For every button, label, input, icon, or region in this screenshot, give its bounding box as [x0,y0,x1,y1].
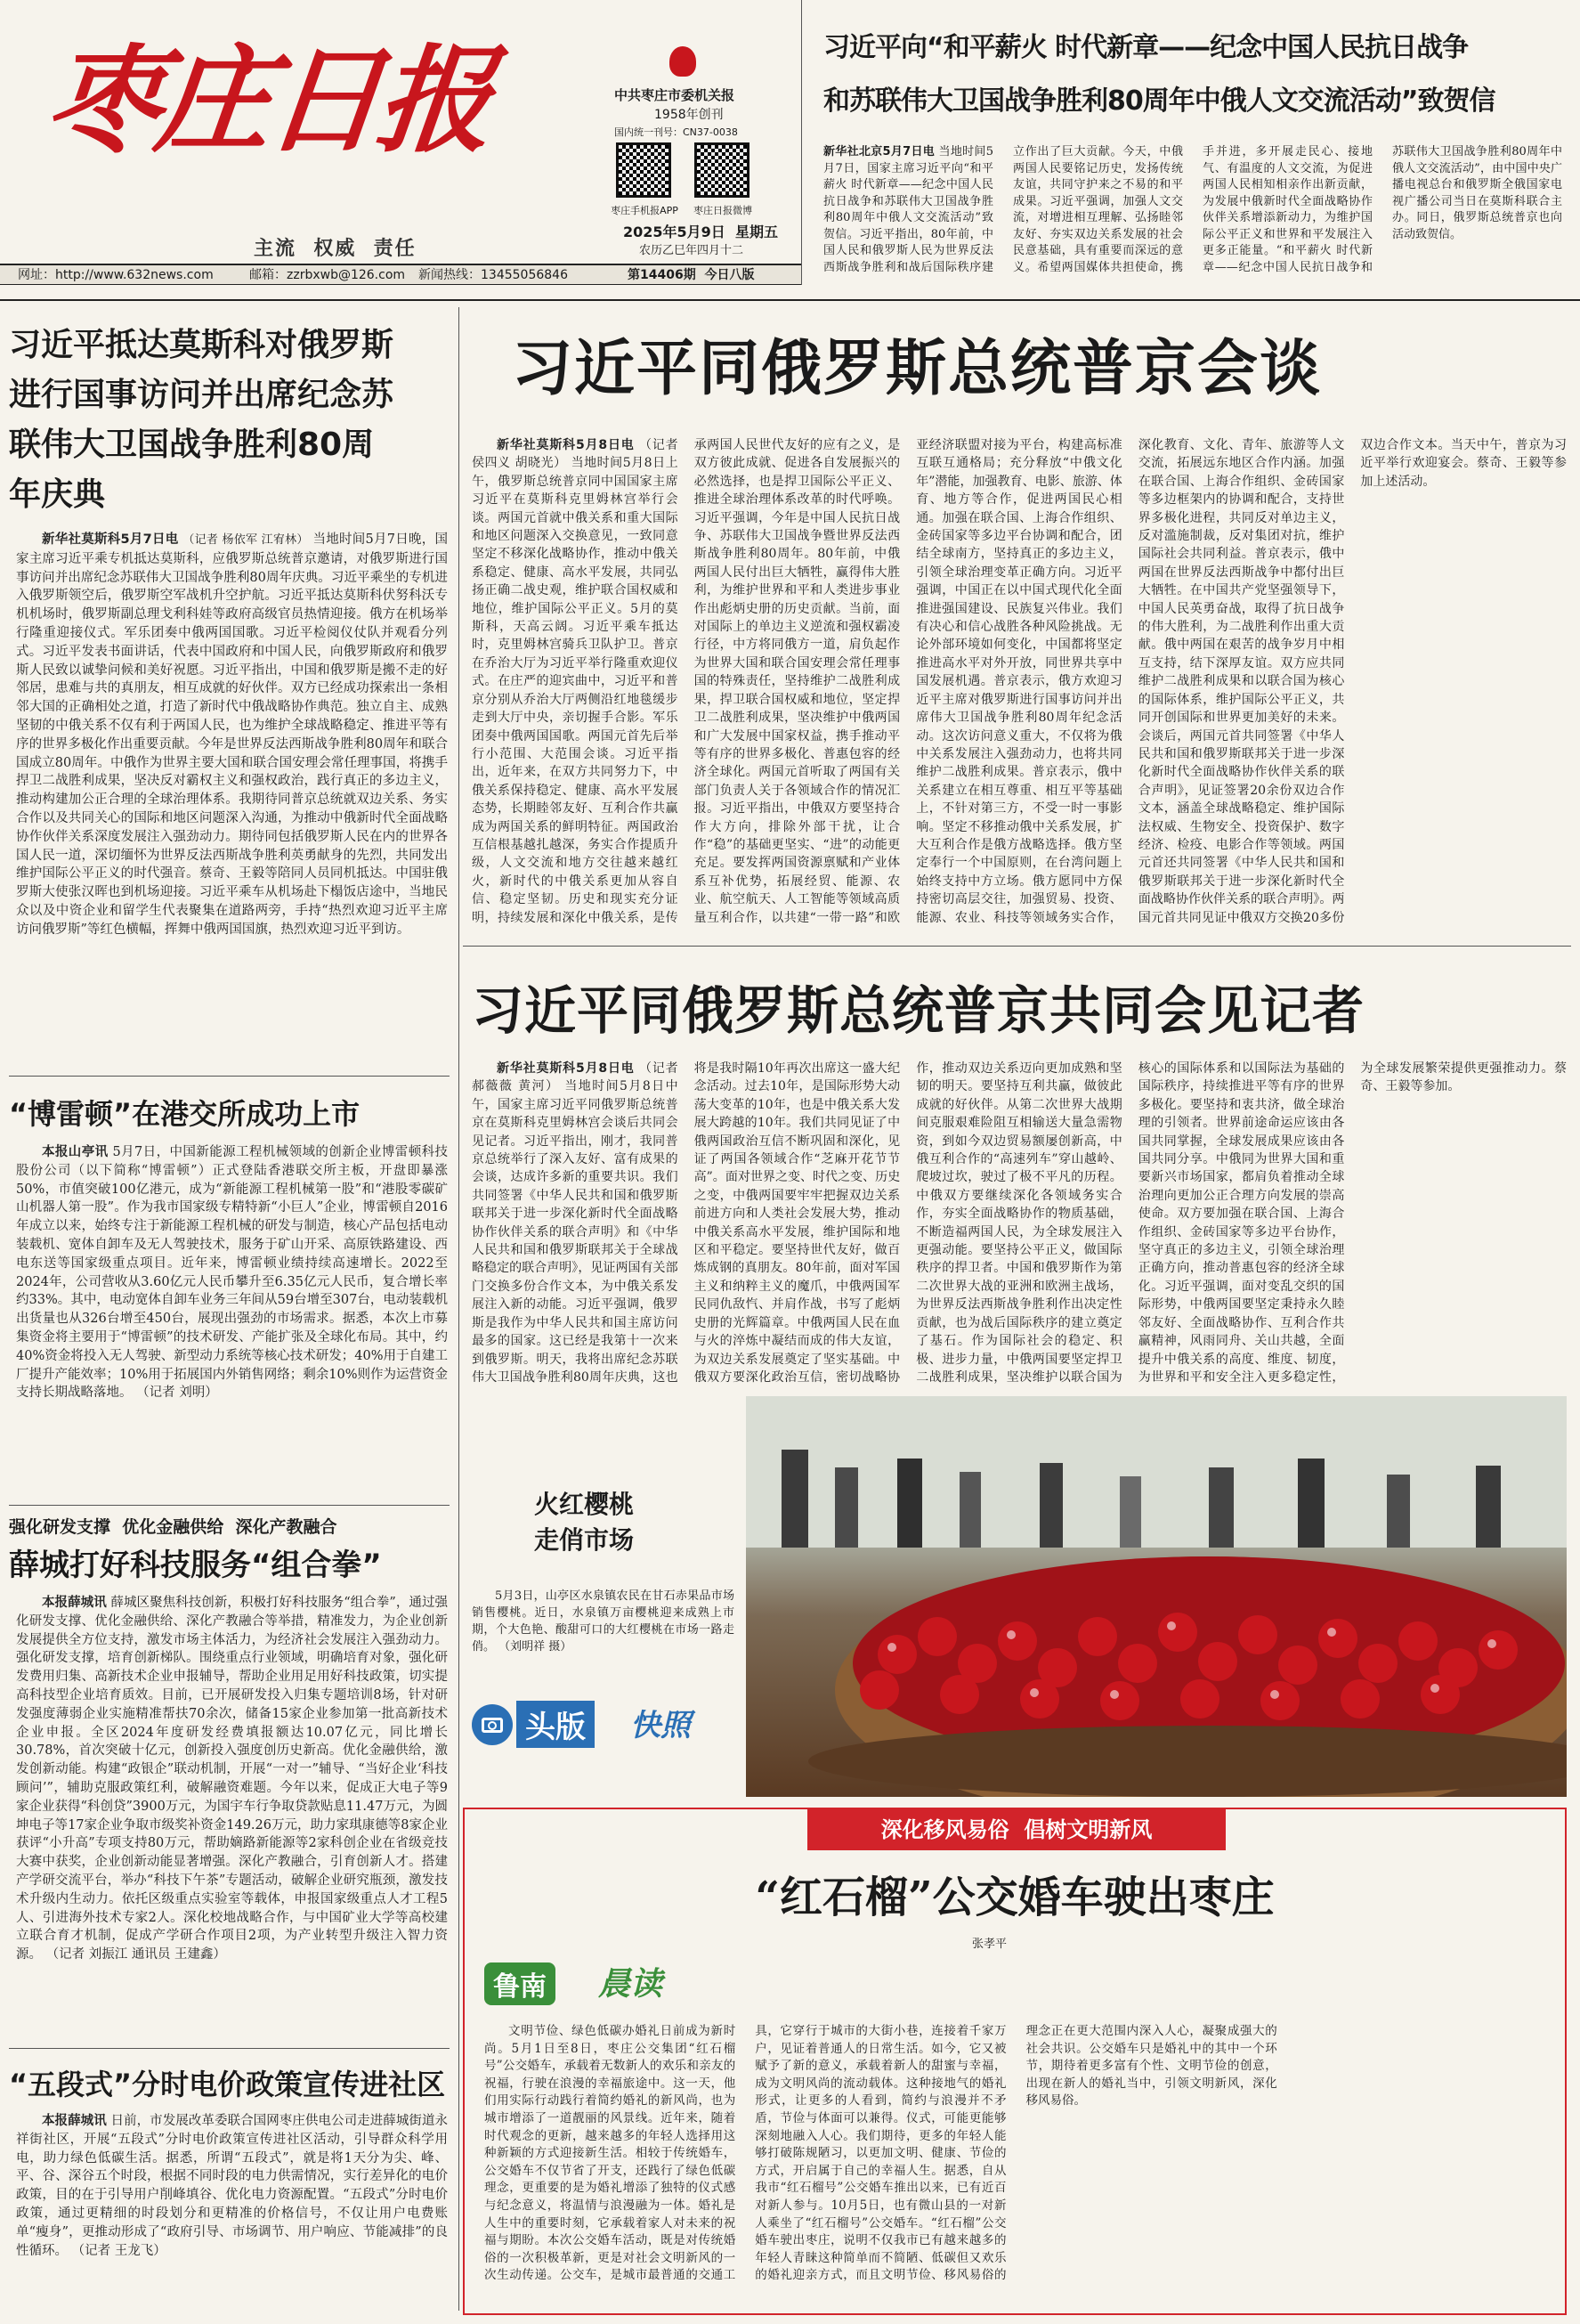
founded-label: 1958年创刊 [654,108,724,122]
left-story4-headline: “五段式”分时电价政策宣传进社区 [9,2068,446,2101]
masthead [0,0,801,298]
left-story3-credit: （记者 刘振江 通讯员 王建鑫） [45,1947,226,1962]
column-logo [484,1952,698,2014]
main-story2-dateline: 新华社莫斯科5月8日电 [497,1061,635,1076]
main-story2-byline: （记者 郝薇薇 黄河） [472,1061,678,1094]
left-lead-headline: 习近平抵达莫斯科对俄罗斯进行国事访问并出席纪念苏联伟大卫国战争胜利80周年庆典 [9,327,394,513]
masthead-slogan: 主流 权威 责任 [254,238,417,260]
feature-headline: “红石榴”公交婚车驶出枣庄 [755,1873,1275,1922]
top-story-headline-2: 和苏联伟大卫国战争胜利80周年中俄人文交流活动”致贺信 [823,85,1495,117]
left-story2-text: 5月7日，中国新能源工程机械领域的创新企业博雷顿科技股份公司（以下简称“博雷顿”）正式登陆香港联交所主板，开盘即暴涨50%，市值突破100亿港元，成为“新能源工程机械第一股”和“港股零碳矿山机器人第一股”。作为我市国家级专精特新“小巨人”企业，博雷顿自2016年成立以来，始终专注于新能源工程机械的研发与制造，核心产品包括电动装载机、宽体自卸车及无人驾驶技术，服务于矿山开采、高原铁路建设、西电东送等国家级重点项目。近年来，博雷顿业绩持续高速增长。2022至2024年，公司营收从3.60亿元人民币攀升至6.35亿元人民币，复合增长率约33%。其中，电动宽体自卸车业务三年间从59台增至307台，电动装载机出货量也从326台增至450台，展现出强劲的市场需求。据悉，本次上市募集资金将主要用于“博雷顿”的技术研发、产能扩张及全球化布局。其中，约40%资金将投入无人驾驶、新型动力系统等核心技术研发；40%用于自建工厂提升产能效率；10%用于拓展国内外销售网络；剩余10%则作为运营资金支持长期战略落地。 [16,1145,448,1401]
masthead-title: 枣庄日报 [39,32,496,168]
top-story-headline-1: 习近平向“和平薪火 时代新章——纪念中国人民抗日战争 [823,32,1469,63]
main-story1-byline: （记者 侯四义 胡晓光） [472,438,678,471]
left-story3-body [16,1594,448,2039]
left-story3-dateline: 本报薛城讯 [42,1596,107,1610]
top-story-dateline: 新华社北京5月7日电 [823,145,936,158]
left-story4-text: 日前，市发展改革委联合国网枣庄供电公司走进薛城街道永祥街社区，开展“五段式”分时电价政策宣传进社区活动，引导群众科学用电，助力绿色低碳生活。据悉，所谓“五段式”，就是将1天分为尖、峰、平、谷、深谷五个时段，根据不同时段的电力供需情况，实行差异化的电价政策，目的在于引导用户削峰填谷、优化电力资源配置。“五段式”分时电价政策，通过更精细的时段划分和更精准的价格信号，不仅让用户电费账单“瘦身”，更推动形成了“政府引导、市场调节、用户响应、节能减排”的良性循环。 [16,2114,448,2258]
issue-date: 2025年5月9日 星期五 [623,223,778,240]
left-story4-dateline: 本报薛城讯 [42,2114,107,2128]
qr-code-weibo[interactable] [694,142,749,198]
publisher-label: 中共枣庄市委机关报 [614,87,735,103]
issue-number: 第14406期 今日八版 [628,268,755,282]
cherry-photo [746,1396,1567,1797]
top-story-body [823,144,1562,276]
feature-banner: 深化移风易俗 倡树文明新风 [807,1809,1226,1850]
qr-weibo-label: 枣庄日报微博 [693,205,752,216]
snapshot-badge [472,1699,739,1752]
photo-title-2: 走俏市场 [534,1525,635,1555]
feature-author: 张孝平 [972,1938,1008,1951]
paper-emblem-icon [669,46,696,77]
photo-caption [472,1588,734,1655]
left-story4-body [16,2112,448,2315]
photo-caption-text: 5月3日，山亭区水泉镇农民在甘石赤果品市场销售樱桃。近日，水泉镇万亩樱桃迎来成熟上市期，个大色艳、酸甜可口的大红樱桃在市场一路走俏。 [472,1589,734,1654]
badge-front-page: 头版 [516,1701,595,1748]
left-story2-body [16,1143,448,1496]
left-story2-dateline: 本报山亭讯 [42,1145,109,1159]
left-lead-byline: （记者 杨依军 江宥林） [182,533,309,547]
column-logo-a: 鲁南 [484,1962,555,2005]
main-story1-dateline: 新华社莫斯科5月8日电 [497,438,635,452]
left-story3-headline: 薛城打好科技服务“组合拳” [9,1548,382,1583]
qr-app-label: 枣庄手机报APP [611,205,678,216]
left-story2-headline: “博雷顿”在港交所成功上市 [9,1097,361,1131]
camera-icon [472,1704,513,1745]
main-story2-body [472,1060,1567,1389]
left-lead-body [16,531,448,1065]
main-story2-headline: 习近平同俄罗斯总统普京共同会见记者 [472,980,1365,1041]
qr-code-app[interactable] [616,142,671,198]
website-label[interactable]: 网址：http://www.632news.com [18,268,214,282]
main-story1-body [472,436,1567,935]
photo-title-1: 火红樱桃 [534,1490,635,1519]
issn-label: 国内统一刊号：CN37-0038 [614,126,738,138]
main-story1-headline: 习近平同俄罗斯总统普京会谈 [512,334,1323,404]
feature-box [463,1808,1567,2315]
info-bar [0,264,801,285]
top-story-text: 当地时间5月7日，国家主席习近平向“和平薪火 时代新章——纪念中国人民抗日战争和苏联伟大卫国战争胜利80周年中俄人文交流活动”致贺信。习近平指出，80年前，中国人民和俄罗斯人民为世界反法西斯战争胜利和战后国际秩序建立作出了巨大贡献。今天，中俄两国人民要铭记历史，发扬传统友谊，共同守护来之不易的和平成果。习近平强调，加强人文交流，对增进相互理解、弘扬睦邻友好、夯实双边关系发展的社会民意基础，具有重要而深远的意义。希望两国媒体共担使命，携手并进，多开展走民心、接地气、有温度的人文交流，为促进两国人民相知相亲作出新贡献，为发展中俄新时代全面战略协作伙伴关系增添新动力，为维护国际公平正义和世界和平发展注入更多正能量。“和平薪火 时代新章——纪念中国人民抗日战争和苏联伟大卫国战争胜利80周年中俄人文交流活动”，由中国中央广播电视总台和俄罗斯全俄国家电视广播公司当日在莫斯科联合主办。同日，俄罗斯总统普京也向活动致贺信。 [823,145,1562,274]
lunar-date: 农历乙巳年四月十二 [639,244,744,257]
column-logo-b: 晨读 [598,1965,663,2003]
left-story3-kicker: 强化研发支撑 优化金融供给 深化产教融合 [9,1517,337,1537]
hotline-label: 新闻热线：13455056846 [418,268,568,282]
left-lead-text: 当地时间5月7日晚，国家主席习近平乘专机抵达莫斯科，应俄罗斯总统普京邀请，对俄罗斯进行国事访问并出席纪念苏联伟大卫国战争胜利80周年庆典。习近平乘坐的专机进入俄罗斯领空后，俄罗斯空军战机升空护航。习近平抵达莫斯科伏努科沃专机机场时，俄罗斯副总理戈利科娃等政府高级官员热情迎接。俄方在机场举行隆重迎接仪式。军乐团奏中俄两国国歌。习近平检阅仪仗队并观看分列式。习近平发表书面讲话，代表中国政府和中国人民，向俄罗斯政府和俄罗斯人民致以诚挚问候和美好祝愿。习近平指出，中国和俄罗斯是搬不走的好邻居，患难与共的真朋友，相互成就的好伙伴。双方已经成功探索出一条相邻大国的正确相处之道，打造了新时代中俄战略协作典范。独立自主、成熟坚韧的中俄关系不仅有利于两国人民，也为维护全球战略稳定、推进平等有序的世界多极化作出重要贡献。今年是世界反法西斯战争胜利80周年和联合国成立80周年。中俄作为世界主要大国和联合国安理会常任理事国，将携手捍卫二战胜利成果，坚决反对霸权主义和强权政治，践行真正的多边主义，推动构建加公正合理的全球治理体系。我期待同普京总统就双边关系、务实合作以及共同关心的国际和地区问题深入沟通，为推动中俄新时代全面战略协作伙伴关系深度发展注入强劲动力。期待同包括俄罗斯人民在内的世界各国人民一道，深切缅怀为世界反法西斯战争胜利英勇献身的先烈，共同发出维护国际公平正义的时代强音。蔡奇、王毅等陪同人员同机抵达。中国驻俄罗斯大使张汉晖也到机场迎接。习近平乘车从机场赴下榻饭店途中，当地民众以及中资企业和留学生代表聚集在道路两旁，手持“热烈欢迎习近平主席访问俄罗斯”等红色横幅，挥舞中俄两国国旗，热烈欢迎习近平到访。 [16,532,448,937]
left-story3-text: 薛城区聚焦科技创新，积极打好科技服务“组合拳”，通过强化研发支撑、优化金融供给、深化产教融合等举措，精准发力，为企业创新发展提供全方位支持，激发市场主体活力，为经济社会发展注入强劲动力。强化研发支撑，培育创新梯队。围绕重点行业领域，明确培育对象，强化研发费用归集、高新技术企业申报辅导，帮助企业用足用好科技政策，切实提高科技型企业培育质效。目前，已开展研发投入归集专题培训8场，针对研发强度薄弱企业实施精准帮扶70余次，储备15家企业参加第一批高新技术企业申报。全区2024年度研发经费填报额达10.07亿元，同比增长30.78%，首次突破十亿元，创新投入强度创历史新高。优化金融供给，激发创新动能。构建“政银企”联动机制，开展“一对一”辅导、“当好企业‘科技顾问’”，辅助克服政策红利，破解融资难题。今年以来，促成正大电子等9家企业获得“科创贷”3900万元，为国宇车行争取贷款贴息11.47万元，为圆坤电子等17家企业争取市级奖补资金149.26万元，助力家琪康德等8家企业获评“小升高”专项支持80万元，帮助嫡路新能源等2家科创企业在省级竞技大赛中获奖，企业创新动能显著增强。深化产教融合，引育创新人才。搭建产学研交流平台，举办“科技下午茶”专题活动，破解企业研究瓶颈，激发技术升级内生动力。依托区级重点实验室等载体，申报国家级重点人才工程5人、引进海外技术专家2人。深化校地战略合作，与中国矿业大学等高校建立联合育才机制，促成产学研合作项目2项，为产业转型升级注入智力资源。 [16,1596,448,1962]
left-story2-credit: （记者 刘明） [136,1385,218,1401]
left-story4-credit: （记者 王龙飞） [71,2243,166,2258]
badge-snapshot: 快照 [630,1708,691,1743]
main-story1-text: 当地时间5月8日上午，俄罗斯总统普京同中国国家主席习近平在莫斯科克里姆林宫举行会谈。两国元首就中俄关系和重大国际和地区问题深入交换意见，一致同意坚定不移深化战略协作，推动中俄关系稳定、健康、高水平发展，共同弘扬正确二战史观，维护联合国权威和地位，维护国际公平正义。5月的莫斯科，天高云阔。习近平乘车抵达时，克里姆林宫骑兵卫队护卫。普京在乔治大厅为习近平举行隆重欢迎仪式。在庄严的迎宾曲中，习近平和普京分别从乔治大厅两侧沿红地毯缓步走到大厅中央，亲切握手合影。军乐团奏中俄两国国歌。两国元首先后举行小范围、大范围会谈。习近平指出，近年来，在双方共同努力下，中俄关系保持稳定、健康、高水平发展态势，长期睦邻友好、互利合作共赢成为两国关系的鲜明特征。两国政治互信根基越扎越深，务实合作提质升级，人文交流和地方交往越来越红火，新时代的中俄关系更加从容自信、稳定坚韧。历史和现实充分证明，持续发展和深化中俄关系，是传承两国人民世代友好的应有之义，是双方彼此成就、促进各自发展振兴的必然选择，也是捍卫国际公平正义、推进全球治理体系改革的时代呼唤。习近平强调，今年是中国人民抗日战争、苏联伟大卫国战争暨世界反法西斯战争胜利80周年。80年前，中俄两国人民付出巨大牺牲，赢得伟大胜利，为维护世界和平和人类进步事业作出彪炳史册的历史贡献。当前，面对国际上的单边主义逆流和强权霸凌行径，中方将同俄方一道，肩负起作为世界大国和联合国安理会常任理事国的特殊责任，坚持维护二战胜利成果，捍卫联合国权威和地位，坚定捍卫二战胜利成果，坚决维护中俄两国和广大发展中国家权益，携手推动平等有序的世界多极化、普惠包容的经济全球化。两国元首听取了两国有关部门负责人关于各领域合作的情况汇报。习近平指出，中俄双方要坚持合作大方向，排除外部干扰，让合作“稳”的基础更坚实、“进”的动能更充足。要发挥两国资源禀赋和产业体系互补优势，拓展经贸、能源、农业、航空航天、人工智能等领域高质量互利合作，以共建“一带一路”和欧亚经济联盟对接为平台，构建高标准互联互通格局；充分释放“中俄文化年”潜能，加强教育、电影、旅游、体育、地方等合作，促进两国民心相通。加强在联合国、上海合作组织、金砖国家等多边平台协调和配合，团结全球南方，坚持真正的多边主义，引领全球治理变革正确方向。习近平强调，中国正在以中国式现代化全面推进强国建设、民族复兴伟业。我们有决心和信心战胜各种风险挑战。无论外部环境如何变化，中国都将坚定推进高水平对外开放，同世界共享中国发展机遇。普京表示，俄方欢迎习近平主席对俄罗斯进行国事访问并出席伟大卫国战争胜利80周年纪念活动。这次访问意义重大，不仅将为俄中关系发展注入强劲动力，也将共同维护二战胜利成果。普京表示，俄中关系建立在相互尊重、相互平等基础上，不针对第三方，不受一时一事影响。坚定不移推动俄中关系发展，扩大互利合作是俄方战略选择。俄方坚定奉行一个中国原则，在台湾问题上始终支持中方立场。俄方愿同中方保持密切高层交往，加强贸易、投资、能源、农业、科技等领域务实合作，深化教育、文化、青年、旅游等人文交流，拓展远东地区合作内涵。加强在联合国、上海合作组织、金砖国家等多边框架内的协调和配合，支持世界多极化进程，共同反对单边主义，反对滥施制裁，反对集团对抗，维护国际社会共同利益。普京表示，俄中两国在世界反法西斯战争中都付出巨大牺牲。在中国共产党坚强领导下，中国人民英勇奋战，取得了抗日战争的伟大胜利，为二战胜利作出重大贡献。俄中两国在艰苦的战争岁月中相互支持，结下深厚友谊。双方应共同维护二战胜利成果和以联合国为核心的国际体系，维护国际公平正义，共同开创国际和世界更加美好的未来。会谈后，两国元首共同签署《中华人民共和国和俄罗斯联邦关于进一步深化新时代全面战略协作伙伴关系的联合声明》，见证签署20余份双边合作文本，涵盖全球战略稳定、维护国际法权威、生物安全、投资保护、数字经济、检疫、电影合作等领域。两国元首还共同签署《中华人民共和国和俄罗斯联邦关于进一步深化新时代全面战略协作伙伴关系的联合声明》。两国元首共同见证中俄双方交换20多份双边合作文本。当天中午，普京为习近平举行欢迎宴会。蔡奇、王毅等参加上述活动。 [472,438,1567,925]
email-label[interactable]: 邮箱：zzrbxwb@126.com [249,268,406,282]
main-story2-text: 当地时间5月8日中午，国家主席习近平同俄罗斯总统普京在莫斯科克里姆林宫会谈后共同会见记者。习近平指出，刚才，我同普京总统举行了深入友好、富有成果的会谈，达成许多新的重要共识。我们共同签署《中华人民共和国和俄罗斯联邦关于进一步深化新时代全面战略协作伙伴关系的联合声明》和《中华人民共和国和俄罗斯联邦关于全球战略稳定的联合声明》，见证两国有关部门交换多份合作文本，为中俄关系发展注入新的动能。习近平强调，俄罗斯是我作为中华人民共和国主席访问最多的国家。这已经是我第十一次来到俄罗斯。明天，我将出席纪念苏联伟大卫国战争胜利80周年庆典，这也将是我时隔10年再次出席这一盛大纪念活动。过去10年，是国际形势大动荡大变革的10年，也是中俄关系大发展大跨越的10年。我们共同见证了中俄两国政治互信不断巩固和深化，见证了两国各领域合作“芝麻开花节节高”。面对世界之变、时代之变、历史之变，中俄两国要牢牢把握双边关系前进方向和人类社会发展大势，推动中俄关系高水平发展，维护国际和地区和平稳定。要坚持世代友好，做百炼成钢的真朋友。80年前，面对军国主义和纳粹主义的魔爪，中俄两国军民同仇敌忾、并肩作战，书写了彪炳史册的光辉篇章。中俄两国人民在血与火的淬炼中凝结而成的伟大友谊，为双边关系发展奠定了坚实基础。中俄双方要深化政治互信，密切战略协作，推动双边关系迈向更加成熟和坚韧的明天。要坚持互利共赢，做彼此成就的好伙伴。从第二次世界大战期间克服艰难险阻互相输送大量急需物资，到如今双边贸易额屡创新高，中俄互利合作的“高速列车”穿山越岭、爬坡过坎，驶过了极不平凡的历程。中俄双方要继续深化各领域务实合作，夯实全面战略协作的物质基础，不断造福两国人民，为全球发展注入更强动能。要坚持公平正义，做国际秩序的捍卫者。中国和俄罗斯作为第二次世界大战的亚洲和欧洲主战场，为世界反法西斯战争胜利作出决定性贡献，也为战后国际秩序的建立奠定了基石。作为国际社会的稳定、积极、进步力量，中俄两国要坚定捍卫二战胜利成果，坚决维护以联合国为核心的国际体系和以国际法为基础的国际秩序，持续推进平等有序的世界多极化。要坚持和衷共济，做全球治理的引领者。世界前途命运应该由各国共同掌握，全球发展成果应该由各国共同分享。中俄同为世界大国和重要新兴市场国家，都肩负着推动全球治理向更加公正合理方向发展的崇高使命。双方要加强在联合国、上海合作组织、金砖国家等多边平台协作，坚守真正的多边主义，引领全球治理正确方向，推动普惠包容的经济全球化。习近平强调，面对变乱交织的国际形势，中俄两国要坚定秉持永久睦邻友好、全面战略协作、互利合作共赢精神，风雨同舟、关山共越，全面提升中俄关系的高度、维度、韧度，为世界和平和安全注入更多稳定性，为全球发展繁荣提供更强推动力。蔡奇、王毅等参加。 [472,1061,1567,1385]
photo-caption-box [463,1396,743,1797]
left-lead-dateline: 新华社莫斯科5月7日电 [42,532,179,547]
feature-text: 文明节俭、绿色低碳办婚礼日前成为新时尚。5月1日至8日，枣庄公交集团“红石榴号”公交婚车，承载着无数新人的欢乐和亲友的祝福，行驶在浪漫的幸福旅途中。这一天，他们用实际行动践行着简约婚礼的新风尚，也为城市增添了一道靓丽的风景线。近年来，随着时代观念的更新，越来越多的年轻人选择用这种新颖的方式迎接新生活。相较于传统婚车，公交婚车不仅节省了开支，还践行了绿色低碳理念，更重要的是为婚礼增添了独特的仪式感与纪念意义，将温情与浪漫融为一体。婚礼是人生中的重要时刻，它承载着家人对未来的祝福与期盼。本次公交婚车活动，既是对传统婚俗的一次积极革新，更是对社会文明新风的一次生动传递。公交车，是城市最普通的交通工具，它穿行于城市的大街小巷，连接着千家万户，见证着普通人的日常生活。如今，它又被赋予了新的意义，承载着新人的甜蜜与幸福，成为文明风尚的流动载体。这种接地气的婚礼形式，让更多的人看到，简约与浪漫并不矛盾，节俭与体面可以兼得。仪式，可能更能够深刻地融入人心。我们期待，更多的年轻人能够打破陈规陋习，以更加文明、健康、节俭的方式，开启属于自己的幸福人生。据悉，自从我市“红石榴号”公交婚车推出以来，已有近百对新人参与。10月5日，也有微山县的一对新人乘坐了“红石榴号”公交婚车。“红石榴”公交婚车驶出枣庄，说明不仅我市已有越来越多的年轻人青睐这种简单而不简陋、低碳但又欢乐的婚礼迎亲方式，而且文明节俭、移风易俗的理念正在更大范围内深入人心，凝聚成强大的社会共识。公交婚车只是婚礼中的其中一个环节，期待着更多富有个性、文明节俭的创意，出现在新人的婚礼当中，引领文明新风，深化移风易俗。 [484,2024,1277,2283]
photo-credit: （刘明祥 摄） [498,1640,572,1654]
feature-body [484,2023,1548,2299]
cherry-photo-art [746,1396,1567,1797]
